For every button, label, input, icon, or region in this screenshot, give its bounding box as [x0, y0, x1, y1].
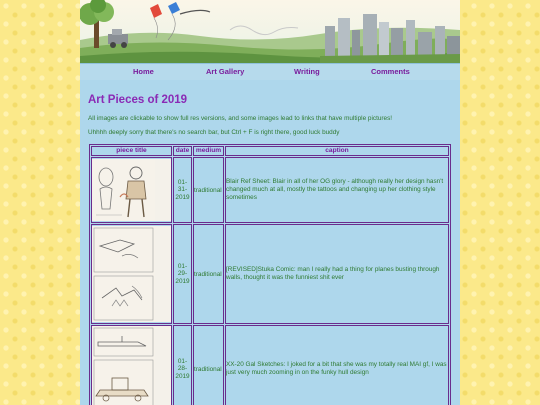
content-column [80, 0, 460, 405]
piece-thumbnail-cell [91, 325, 172, 405]
date-year: 2019 [175, 372, 190, 380]
medium-cell: traditional [193, 224, 224, 324]
page-title: Art Pieces of 2019 [88, 94, 188, 106]
header-banner-image [80, 0, 460, 63]
date-day: 29- [177, 270, 188, 278]
date-cell [173, 325, 192, 405]
intro-text: All images are clickable to show full res versions, and some images lead to links that have multiple pictures! [88, 115, 393, 122]
column-header-piece-title: piece title [91, 146, 172, 156]
table-row [91, 224, 449, 324]
nav-home-link[interactable]: Home [133, 67, 154, 76]
art-pieces-table [89, 144, 451, 405]
date-year: 2019 [175, 193, 190, 201]
date-cell [173, 157, 192, 223]
column-header-medium: medium [193, 146, 224, 156]
stuka-comic-thumbnail[interactable] [92, 226, 171, 322]
date-cell [173, 224, 192, 324]
blair-ref-sheet-thumbnail[interactable] [92, 159, 171, 221]
caption-cell: XX-20 Gal Sketches: I joked for a bit that she was my totally real MAI gf, I was just very much zooming in on the funky hull design [225, 325, 449, 405]
medium-cell: traditional [193, 325, 224, 405]
date-year: 2019 [175, 277, 190, 285]
table-row [91, 157, 449, 223]
date-day: 28- [177, 365, 188, 373]
nav-art-gallery-link[interactable]: Art Gallery [206, 67, 245, 76]
date-month: 01- [177, 262, 188, 270]
column-header-caption: caption [225, 146, 449, 156]
date-day: 31- [177, 186, 188, 194]
table-row [91, 325, 449, 405]
date-month: 01- [177, 357, 188, 365]
date-month: 01- [177, 178, 188, 186]
piece-thumbnail-cell [91, 224, 172, 324]
search-note-text: Uhhhh deeply sorry that there's no search bar, but Ctrl + F is right there, good luck buddy [88, 129, 340, 136]
piece-thumbnail-cell [91, 157, 172, 223]
caption-cell: Blair Ref Sheet: Blair in all of her OG glory - although really her design hasn't changed much at all, mostly the tattoos and changing up her clothing style sometimes [225, 157, 449, 223]
nav-comments-link[interactable]: Comments [371, 67, 410, 76]
medium-cell: traditional [193, 157, 224, 223]
column-header-date: date [173, 146, 192, 156]
xx20-gal-sketches-thumbnail[interactable] [92, 326, 171, 405]
nav-writing-link[interactable]: Writing [294, 67, 320, 76]
caption-cell: [REVISED]Stuka Comic: man I really had a thing for planes busting through walls, thought it was the funniest shit ever [225, 224, 449, 324]
table-header-row [91, 146, 449, 156]
nav-bar [80, 63, 460, 80]
